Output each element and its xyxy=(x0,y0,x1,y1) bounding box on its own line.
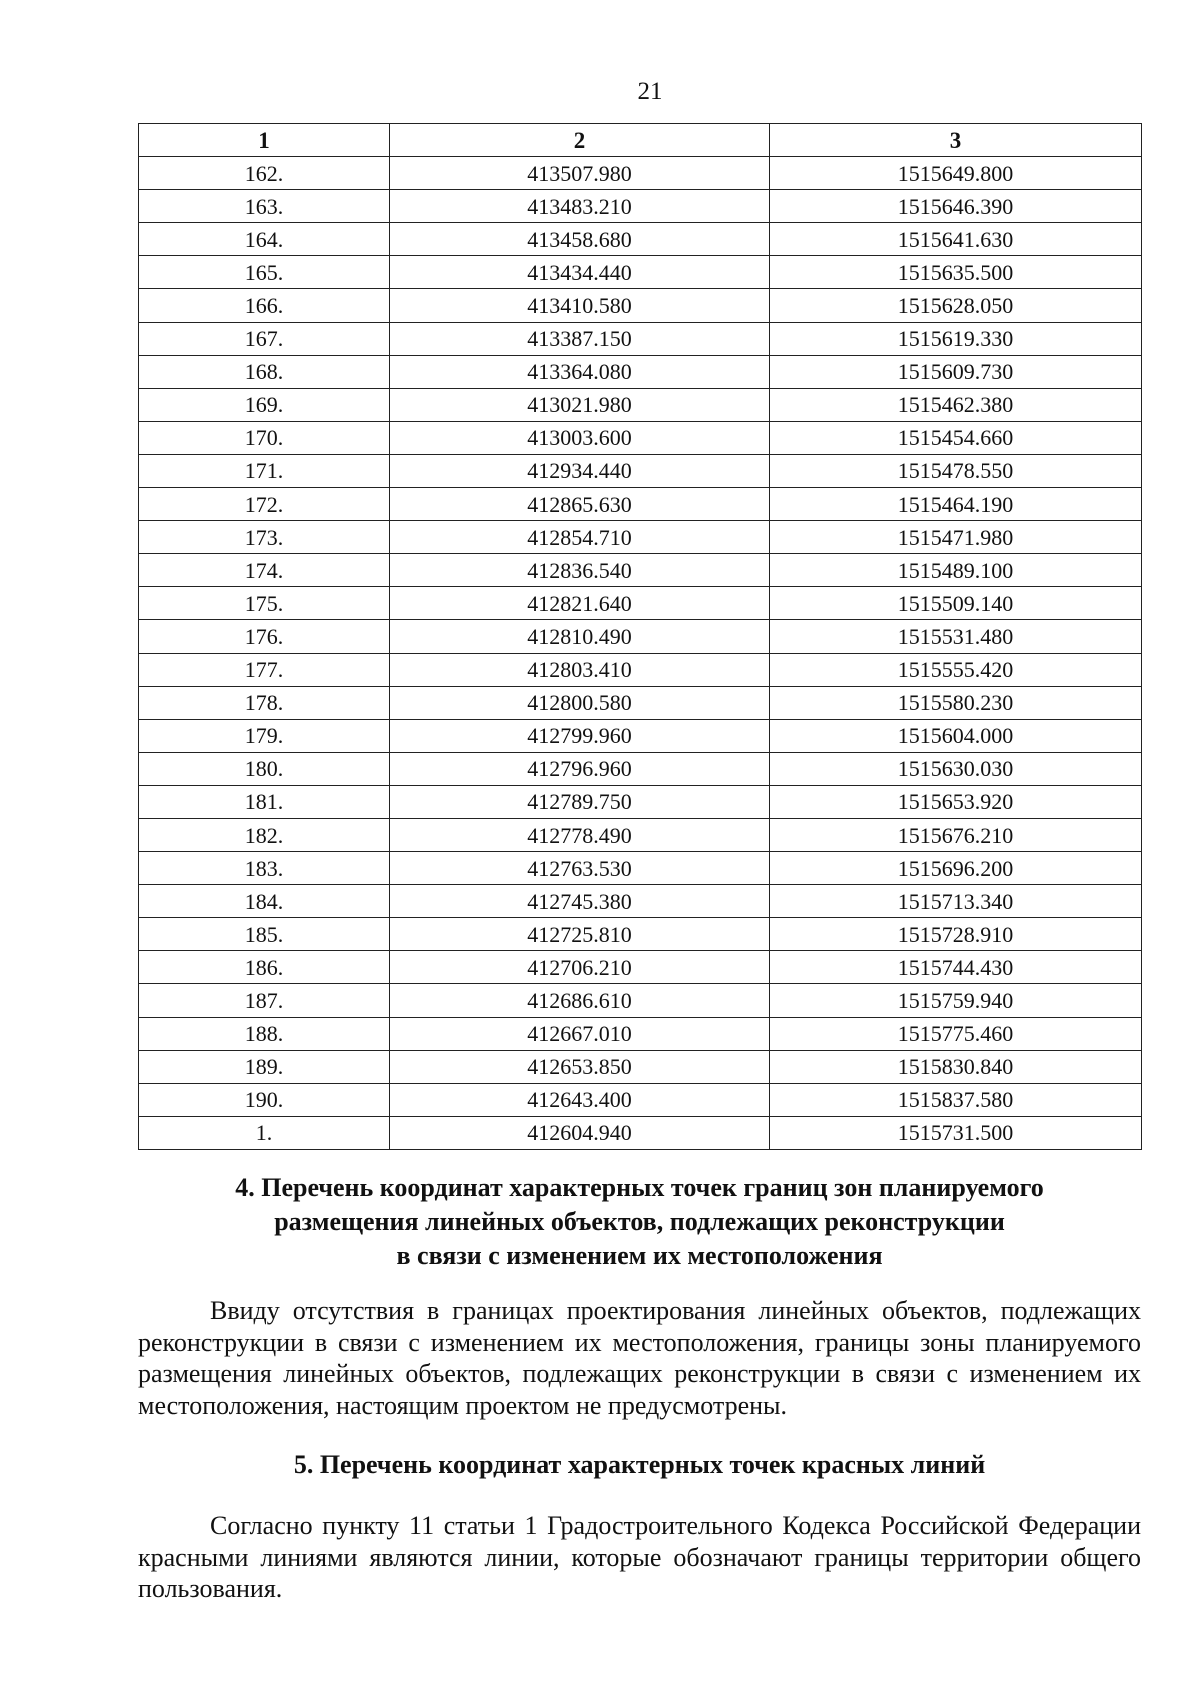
y-coordinate-cell: 1515837.580 xyxy=(770,1083,1142,1116)
table-row xyxy=(139,1050,1142,1083)
table-row xyxy=(139,421,1142,454)
table-row xyxy=(139,653,1142,686)
point-number-cell: 165. xyxy=(139,256,390,289)
column-header-x: 2 xyxy=(390,124,770,157)
point-number-cell: 173. xyxy=(139,521,390,554)
y-coordinate-cell: 1515728.910 xyxy=(770,918,1142,951)
point-number-cell: 181. xyxy=(139,785,390,818)
table-row xyxy=(139,1017,1142,1050)
point-number-cell: 171. xyxy=(139,454,390,487)
y-coordinate-cell: 1515649.800 xyxy=(770,157,1142,190)
coordinates-table xyxy=(138,123,1142,1150)
y-coordinate-cell: 1515630.030 xyxy=(770,752,1142,785)
table-row xyxy=(139,454,1142,487)
table-row xyxy=(139,885,1142,918)
point-number-cell: 184. xyxy=(139,885,390,918)
table-row xyxy=(139,686,1142,719)
point-number-cell: 186. xyxy=(139,951,390,984)
table-row xyxy=(139,488,1142,521)
x-coordinate-cell: 412810.490 xyxy=(390,620,770,653)
point-number-cell: 182. xyxy=(139,818,390,851)
table-row xyxy=(139,852,1142,885)
table-row xyxy=(139,256,1142,289)
y-coordinate-cell: 1515731.500 xyxy=(770,1116,1142,1149)
y-coordinate-cell: 1515830.840 xyxy=(770,1050,1142,1083)
y-coordinate-cell: 1515454.660 xyxy=(770,421,1142,454)
table-row xyxy=(139,223,1142,256)
x-coordinate-cell: 412667.010 xyxy=(390,1017,770,1050)
table-row xyxy=(139,289,1142,322)
y-coordinate-cell: 1515555.420 xyxy=(770,653,1142,686)
x-coordinate-cell: 413003.600 xyxy=(390,421,770,454)
table-row xyxy=(139,554,1142,587)
y-coordinate-cell: 1515619.330 xyxy=(770,322,1142,355)
table-row xyxy=(139,818,1142,851)
y-coordinate-cell: 1515489.100 xyxy=(770,554,1142,587)
table-row xyxy=(139,355,1142,388)
table-row xyxy=(139,587,1142,620)
point-number-cell: 177. xyxy=(139,653,390,686)
section-4-heading-line-2: размещения линейных объектов, подлежащих реконструкции xyxy=(274,1207,1005,1236)
table-row xyxy=(139,918,1142,951)
table-row xyxy=(139,752,1142,785)
point-number-cell: 174. xyxy=(139,554,390,587)
x-coordinate-cell: 412725.810 xyxy=(390,918,770,951)
table-row xyxy=(139,719,1142,752)
point-number-cell: 166. xyxy=(139,289,390,322)
y-coordinate-cell: 1515635.500 xyxy=(770,256,1142,289)
point-number-cell: 170. xyxy=(139,421,390,454)
x-coordinate-cell: 412745.380 xyxy=(390,885,770,918)
point-number-cell: 187. xyxy=(139,984,390,1017)
x-coordinate-cell: 412800.580 xyxy=(390,686,770,719)
point-number-cell: 162. xyxy=(139,157,390,190)
x-coordinate-cell: 412643.400 xyxy=(390,1083,770,1116)
table-row xyxy=(139,157,1142,190)
y-coordinate-cell: 1515676.210 xyxy=(770,818,1142,851)
y-coordinate-cell: 1515464.190 xyxy=(770,488,1142,521)
table-row xyxy=(139,190,1142,223)
x-coordinate-cell: 413021.980 xyxy=(390,388,770,421)
point-number-cell: 185. xyxy=(139,918,390,951)
table-header-row xyxy=(139,124,1142,157)
x-coordinate-cell: 413458.680 xyxy=(390,223,770,256)
point-number-cell: 164. xyxy=(139,223,390,256)
point-number-cell: 167. xyxy=(139,322,390,355)
y-coordinate-cell: 1515604.000 xyxy=(770,719,1142,752)
x-coordinate-cell: 412778.490 xyxy=(390,818,770,851)
point-number-cell: 1. xyxy=(139,1116,390,1149)
point-number-cell: 183. xyxy=(139,852,390,885)
section-4-heading xyxy=(138,1171,1141,1273)
point-number-cell: 188. xyxy=(139,1017,390,1050)
point-number-cell: 172. xyxy=(139,488,390,521)
point-number-cell: 168. xyxy=(139,355,390,388)
table-row xyxy=(139,322,1142,355)
point-number-cell: 180. xyxy=(139,752,390,785)
table-body xyxy=(139,157,1142,1150)
point-number-cell: 176. xyxy=(139,620,390,653)
y-coordinate-cell: 1515471.980 xyxy=(770,521,1142,554)
y-coordinate-cell: 1515580.230 xyxy=(770,686,1142,719)
page-number: 21 xyxy=(637,78,663,105)
column-header-point: 1 xyxy=(139,124,390,157)
x-coordinate-cell: 413410.580 xyxy=(390,289,770,322)
x-coordinate-cell: 412653.850 xyxy=(390,1050,770,1083)
x-coordinate-cell: 413364.080 xyxy=(390,355,770,388)
y-coordinate-cell: 1515628.050 xyxy=(770,289,1142,322)
x-coordinate-cell: 412803.410 xyxy=(390,653,770,686)
x-coordinate-cell: 412796.960 xyxy=(390,752,770,785)
y-coordinate-cell: 1515478.550 xyxy=(770,454,1142,487)
section-4-heading-line-3: в связи с изменением их местоположения xyxy=(396,1241,883,1270)
x-coordinate-cell: 413483.210 xyxy=(390,190,770,223)
section-5-heading: 5. Перечень координат характерных точек красных линий xyxy=(293,1450,986,1479)
x-coordinate-cell: 412934.440 xyxy=(390,454,770,487)
table-row xyxy=(139,785,1142,818)
x-coordinate-cell: 412604.940 xyxy=(390,1116,770,1149)
point-number-cell: 169. xyxy=(139,388,390,421)
table-row xyxy=(139,1083,1142,1116)
x-coordinate-cell: 412865.630 xyxy=(390,488,770,521)
x-coordinate-cell: 413507.980 xyxy=(390,157,770,190)
section-4-paragraph: Ввиду отсутствия в границах проектирования линейных объектов, подлежащих реконструкции в связи с изменением их местоположения, границы зоны планируемого размещения линейных объектов, подлежащих реконструкции в связи с изменением их местоположения, настоящим проектом не предусмотрены. xyxy=(138,1296,1141,1420)
point-number-cell: 190. xyxy=(139,1083,390,1116)
x-coordinate-cell: 412821.640 xyxy=(390,587,770,620)
table-row xyxy=(139,388,1142,421)
section-4-heading-line-1: 4. Перечень координат характерных точек границ зон планируемого xyxy=(235,1173,1044,1202)
table-row xyxy=(139,521,1142,554)
x-coordinate-cell: 412763.530 xyxy=(390,852,770,885)
x-coordinate-cell: 412799.960 xyxy=(390,719,770,752)
x-coordinate-cell: 412686.610 xyxy=(390,984,770,1017)
y-coordinate-cell: 1515609.730 xyxy=(770,355,1142,388)
y-coordinate-cell: 1515641.630 xyxy=(770,223,1142,256)
y-coordinate-cell: 1515744.430 xyxy=(770,951,1142,984)
table-row xyxy=(139,951,1142,984)
x-coordinate-cell: 412789.750 xyxy=(390,785,770,818)
x-coordinate-cell: 412836.540 xyxy=(390,554,770,587)
y-coordinate-cell: 1515696.200 xyxy=(770,852,1142,885)
x-coordinate-cell: 413387.150 xyxy=(390,322,770,355)
y-coordinate-cell: 1515531.480 xyxy=(770,620,1142,653)
y-coordinate-cell: 1515759.940 xyxy=(770,984,1142,1017)
table-row xyxy=(139,1116,1142,1149)
x-coordinate-cell: 413434.440 xyxy=(390,256,770,289)
y-coordinate-cell: 1515509.140 xyxy=(770,587,1142,620)
table-row xyxy=(139,620,1142,653)
point-number-cell: 175. xyxy=(139,587,390,620)
y-coordinate-cell: 1515775.460 xyxy=(770,1017,1142,1050)
x-coordinate-cell: 412854.710 xyxy=(390,521,770,554)
section-5-paragraph: Согласно пункту 11 статьи 1 Градостроительного Кодекса Российской Федерации красными линиями являются линии, которые обозначают границы территории общего пользования. xyxy=(138,1511,1141,1603)
y-coordinate-cell: 1515713.340 xyxy=(770,885,1142,918)
y-coordinate-cell: 1515653.920 xyxy=(770,785,1142,818)
y-coordinate-cell: 1515646.390 xyxy=(770,190,1142,223)
point-number-cell: 179. xyxy=(139,719,390,752)
column-header-y: 3 xyxy=(770,124,1142,157)
table-row xyxy=(139,984,1142,1017)
y-coordinate-cell: 1515462.380 xyxy=(770,388,1142,421)
point-number-cell: 189. xyxy=(139,1050,390,1083)
point-number-cell: 163. xyxy=(139,190,390,223)
x-coordinate-cell: 412706.210 xyxy=(390,951,770,984)
point-number-cell: 178. xyxy=(139,686,390,719)
